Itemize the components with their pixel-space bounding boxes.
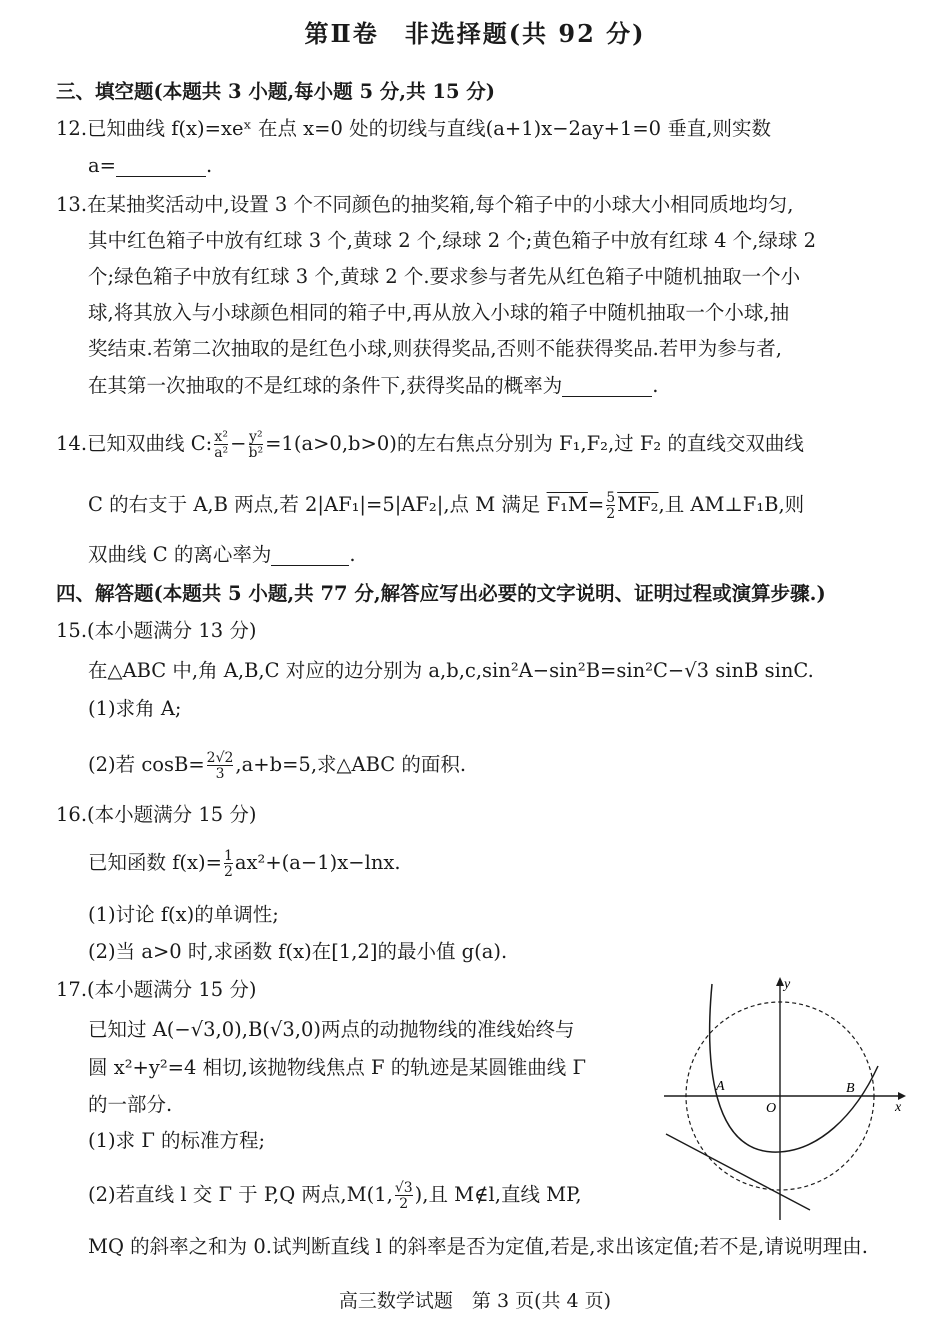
q17-part-2-start: (2)若直线 l 交 Γ 于 P,Q 两点,M(1, bbox=[88, 1183, 393, 1206]
q15-fraction bbox=[207, 751, 234, 781]
fill-blank-section-heading: 三、填空题(本题共 3 小题,每小题 5 分,共 15 分) bbox=[56, 80, 496, 103]
q16-frac-num: 1 bbox=[223, 847, 233, 864]
tangent-line bbox=[666, 1134, 810, 1210]
q16-frac-den: 2 bbox=[223, 863, 233, 880]
q13-answer-suffix: . bbox=[652, 374, 659, 397]
q14-frac-x-num: x² bbox=[214, 428, 228, 445]
q13-answer-blank bbox=[562, 376, 652, 397]
q15-part-2-start: (2)若 cosB= bbox=[88, 753, 205, 776]
q13-line-1: 13.在某抽奖活动中,设置 3 个不同颜色的抽奖箱,每个箱子中的小球大小相同质地均匀, bbox=[56, 193, 794, 216]
q12-answer-suffix: . bbox=[205, 154, 213, 177]
q16-heading: 16.(本小题满分 15 分) bbox=[56, 803, 257, 826]
q13-line-4: 球,将其放入与小球颜色相同的箱子中,再从放入小球的箱子中随机抽取一个小球,抽 bbox=[88, 301, 790, 324]
q14-line-2-start: C 的右支于 A,B 两点,若 2|AF₁|=5|AF₂|,点 M 满足 bbox=[88, 493, 547, 516]
q12-answer-prefix: a= bbox=[88, 154, 116, 177]
q15-frac-den: 3 bbox=[207, 765, 234, 781]
q14-line-1-end: =1(a>0,b>0)的左右焦点分别为 F₁,F₂,过 F₂ 的直线交双曲线 bbox=[265, 432, 804, 455]
q17-fraction bbox=[395, 1181, 413, 1211]
q14-frac-den: 2 bbox=[606, 505, 616, 522]
q14-answer-prefix: 双曲线 C 的离心率为 bbox=[88, 543, 272, 566]
q13-answer-prefix: 在其第一次抽取的不是红球的条件下,获得奖品的概率为 bbox=[88, 374, 563, 397]
q13-line-6 bbox=[88, 376, 658, 397]
q14-fraction-x bbox=[214, 430, 228, 460]
point-b-label: B bbox=[846, 1081, 855, 1096]
q14-minus: − bbox=[230, 432, 247, 455]
page-footer: 高三数学试题 第 3 页(共 4 页) bbox=[338, 1290, 612, 1312]
q15-heading: 15.(本小题满分 13 分) bbox=[56, 619, 257, 642]
q14-equals: = bbox=[587, 493, 605, 516]
x-axis-arrow bbox=[898, 1092, 906, 1100]
q15-part-2-end: ,a+b=5,求△ABC 的面积. bbox=[235, 753, 467, 776]
x-axis-label: x bbox=[895, 1100, 902, 1115]
parabola-curve bbox=[710, 984, 878, 1152]
q14-vector-mf2: MF₂ bbox=[617, 493, 659, 516]
y-axis-arrow bbox=[776, 977, 784, 986]
q17-line-1: 已知过 A(−√3,0),B(√3,0)两点的动抛物线的准线始终与 bbox=[88, 1018, 575, 1041]
q17-frac-den: 2 bbox=[395, 1195, 413, 1211]
q14-fraction-y bbox=[249, 430, 264, 460]
q14-frac-y-num: y² bbox=[249, 428, 263, 445]
page-title: 第Ⅱ卷 非选择题(共 92 分) bbox=[304, 19, 646, 48]
q12-answer-blank bbox=[116, 156, 206, 177]
q13-line-2: 其中红色箱子中放有红球 3 个,黄球 2 个,绿球 2 个;黄色箱子中放有红球 4 个,绿球 2 bbox=[88, 229, 816, 252]
q16-stem-start: 已知函数 f(x)= bbox=[88, 851, 222, 874]
q14-line-2 bbox=[88, 485, 804, 525]
q14-line-2-end: ,且 AM⊥F₁B,则 bbox=[658, 493, 805, 516]
q15-part-1: (1)求角 A; bbox=[88, 697, 182, 720]
q14-fraction-five-halves bbox=[606, 491, 615, 521]
q12-line-1: 12.已知曲线 f(x)=xeˣ 在点 x=0 处的切线与直线(a+1)x−2ay+1=0 垂直,则实数 bbox=[56, 117, 771, 140]
q17-line-2: 圆 x²+y²=4 相切,该抛物线焦点 F 的轨迹是某圆锥曲线 Γ bbox=[88, 1056, 586, 1079]
q14-line-1 bbox=[56, 424, 804, 464]
q14-line-3 bbox=[88, 545, 356, 566]
origin-label: O bbox=[766, 1101, 777, 1116]
q12-line-2 bbox=[88, 156, 212, 177]
q17-part-2 bbox=[88, 1175, 582, 1215]
q13-line-3: 个;绿色箱子中放有红球 3 个,黄球 2 个.要求参与者先从红色箱子中随机抽取一个小 bbox=[88, 265, 801, 288]
q17-heading: 17.(本小题满分 15 分) bbox=[56, 978, 257, 1001]
q14-vector-f1m: F₁M bbox=[546, 493, 588, 516]
q17-line-3: 的一部分. bbox=[88, 1093, 173, 1116]
q14-answer-suffix: . bbox=[349, 543, 356, 566]
q15-stem: 在△ABC 中,角 A,B,C 对应的边分别为 a,b,c,sin²A−sin²B=sin²C−√3 sinB sinC. bbox=[88, 659, 814, 682]
q16-part-2: (2)当 a>0 时,求函数 f(x)在[1,2]的最小值 g(a). bbox=[88, 940, 508, 963]
q14-line-1-start: 14.已知双曲线 C: bbox=[56, 432, 213, 455]
q14-frac-x-den: a² bbox=[214, 444, 229, 461]
y-axis-label: y bbox=[784, 977, 791, 992]
q17-part-1: (1)求 Γ 的标准方程; bbox=[88, 1129, 266, 1152]
q13-line-5: 奖结束.若第二次抽取的是红色小球,则获得奖品,否则不能获得奖品.若甲为参与者, bbox=[88, 337, 782, 360]
answer-section-heading: 四、解答题(本题共 5 小题,共 77 分,解答应写出必要的文字说明、证明过程或演算步骤.) bbox=[56, 582, 826, 605]
q16-stem-end: ax²+(a−1)x−lnx. bbox=[234, 851, 401, 874]
q17-last-line: MQ 的斜率之和为 0.试判断直线 l 的斜率是否为定值,若是,求出该定值;若不是,请说明理由. bbox=[88, 1235, 868, 1258]
q16-stem bbox=[88, 843, 401, 883]
parabola-figure bbox=[660, 974, 908, 1224]
q16-part-1: (1)讨论 f(x)的单调性; bbox=[88, 903, 279, 926]
point-a-label: A bbox=[716, 1079, 725, 1094]
q16-fraction bbox=[224, 849, 233, 879]
q14-frac-y-den: b² bbox=[248, 444, 264, 461]
q14-frac-num: 5 bbox=[606, 489, 616, 506]
q15-frac-num: 2√2 bbox=[206, 749, 234, 766]
q14-answer-blank bbox=[271, 545, 349, 566]
q15-part-2 bbox=[88, 745, 466, 785]
q17-frac-num: √3 bbox=[394, 1179, 413, 1196]
q17-part-2-end: ),且 M∉l,直线 MP, bbox=[414, 1183, 582, 1206]
